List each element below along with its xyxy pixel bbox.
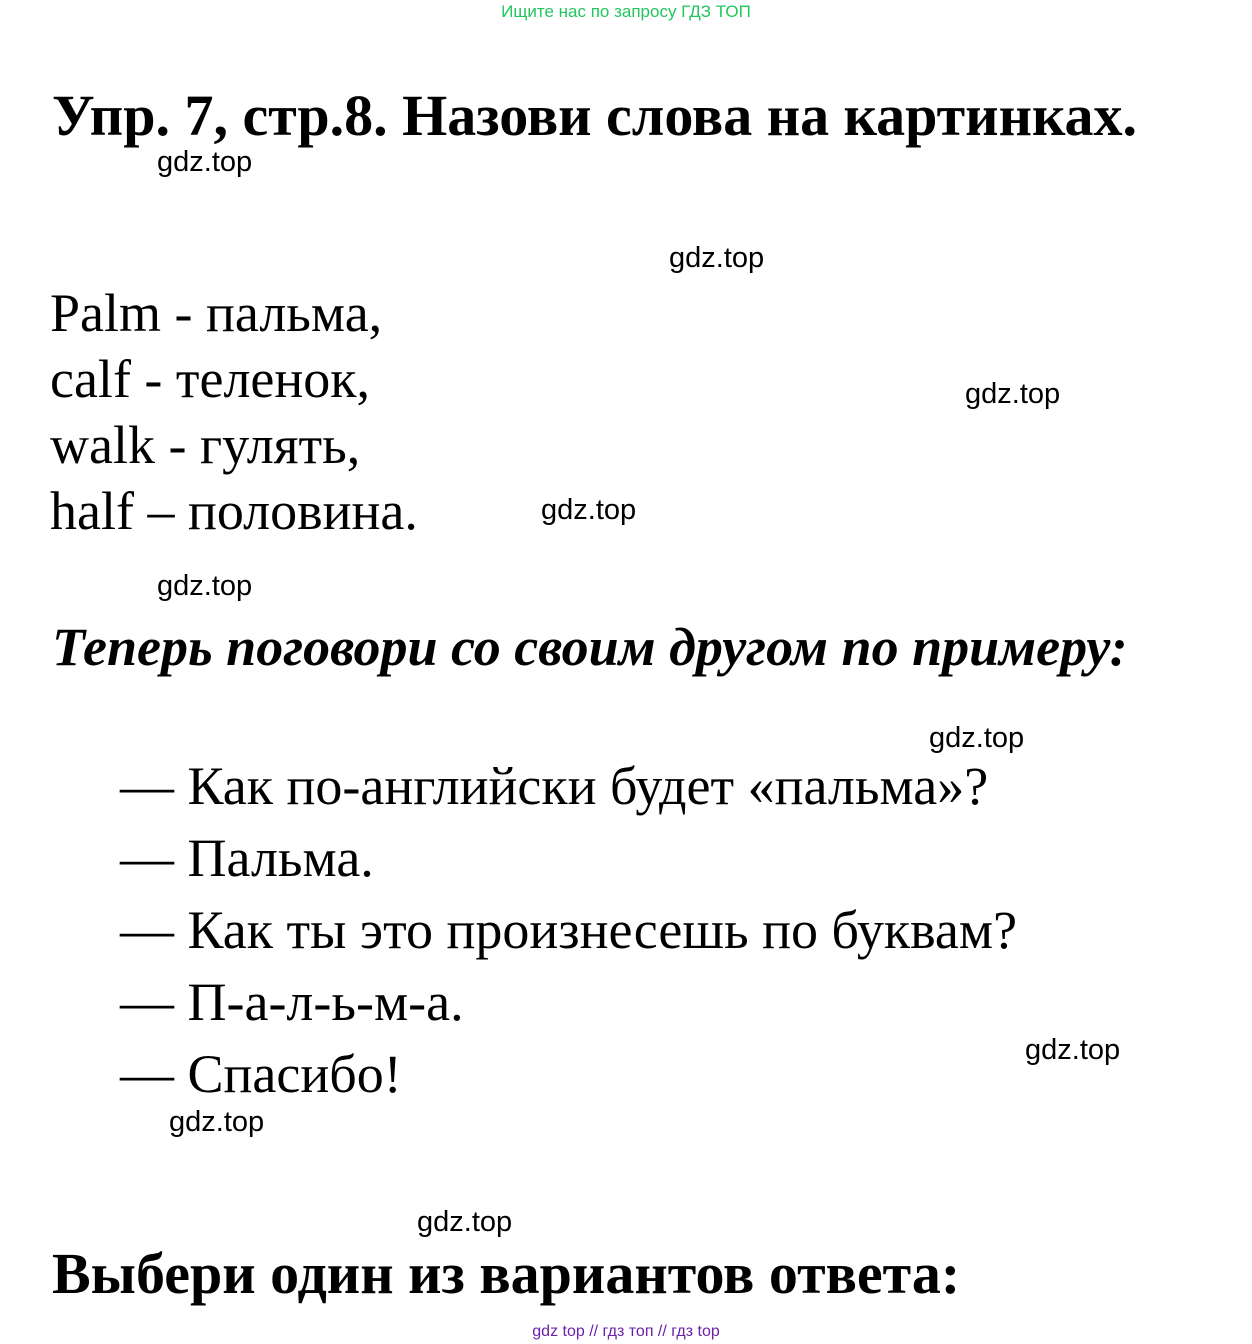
word-item: calf - теленок, bbox=[50, 349, 371, 409]
watermark: gdz.top bbox=[1025, 1034, 1121, 1066]
footer-links: gdz top // гдз топ // гдз top bbox=[532, 1323, 720, 1340]
watermark: gdz.top bbox=[417, 1206, 513, 1238]
word-item: walk - гулять, bbox=[50, 415, 361, 475]
watermark: gdz.top bbox=[157, 570, 253, 602]
dialog-line: — Как по-английски будет «пальма»? bbox=[120, 756, 989, 816]
dialog-instruction: Теперь поговори со своим другом по примеру: bbox=[52, 617, 1128, 677]
watermark: gdz.top bbox=[157, 146, 253, 178]
dialog-line: — Как ты это произнесешь по буквам? bbox=[120, 900, 1018, 960]
answer-choice-heading: Выбери один из вариантов ответа: bbox=[52, 1241, 961, 1306]
watermark: gdz.top bbox=[929, 722, 1025, 754]
word-item: Palm - пальма, bbox=[50, 283, 383, 343]
exercise-heading: Упр. 7, стр.8. Назови слова на картинках. bbox=[52, 83, 1138, 148]
watermark: gdz.top bbox=[169, 1106, 265, 1138]
dialog-line: — Пальма. bbox=[120, 828, 374, 888]
watermark: gdz.top bbox=[965, 378, 1061, 410]
watermark: gdz.top bbox=[541, 494, 637, 526]
dialog-line: — Спасибо! bbox=[120, 1044, 402, 1104]
top-banner: Ищите нас по запросу ГДЗ ТОП bbox=[501, 2, 751, 21]
watermark: gdz.top bbox=[669, 242, 765, 274]
dialog-line: — П-а-л-ь-м-а. bbox=[120, 972, 464, 1032]
word-item: half – половина. bbox=[50, 481, 418, 541]
